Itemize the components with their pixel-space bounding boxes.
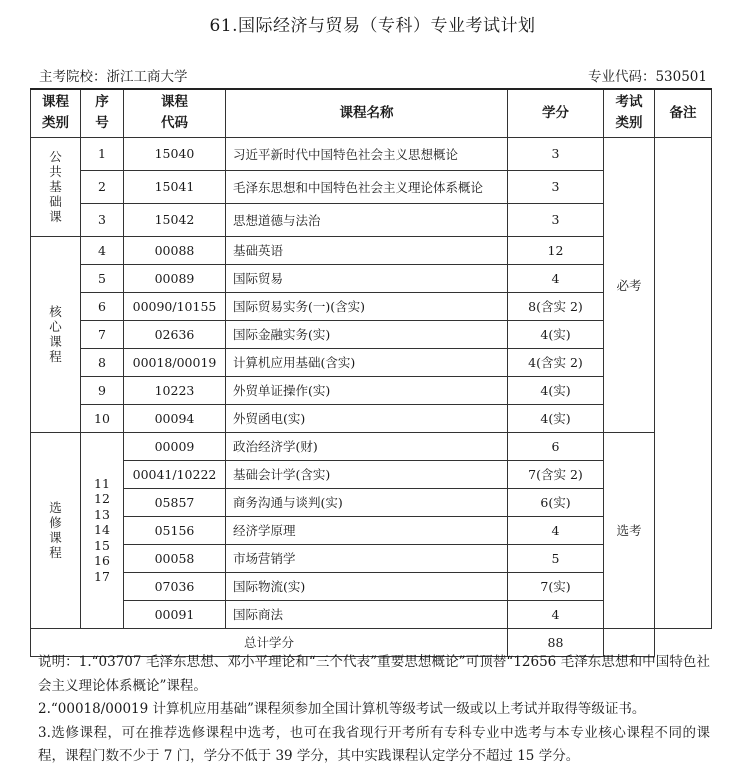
table-row (31, 137, 712, 170)
category-public: 公共基础课 (31, 137, 81, 236)
name-cell: 基础会计学(含实) (226, 460, 508, 488)
note-2: 2.“00018/00019 计算机应用基础”课程须参加全国计算机等级考试一级或以上考试并取得等级证书。 (38, 701, 646, 717)
code-cell: 00088 (124, 236, 226, 264)
page-title: 61.国际经济与贸易（专科）专业考试计划 (209, 16, 536, 36)
name-cell: 习近平新时代中国特色社会主义思想概论 (226, 137, 508, 170)
code-cell: 15041 (124, 170, 226, 203)
remark-cell (655, 137, 712, 628)
credit-cell: 4(实) (508, 320, 604, 348)
code-cell: 00041/10222 (124, 460, 226, 488)
credit-cell: 7(含实 2) (508, 460, 604, 488)
category-core: 核心课程 (31, 236, 81, 432)
code-cell: 15042 (124, 203, 226, 236)
seq-cell: 7 (81, 320, 124, 348)
credit-cell: 5 (508, 544, 604, 572)
code-cell: 10223 (124, 376, 226, 404)
seq-cell: 6 (81, 292, 124, 320)
note-3: 3.选修课程，可在推荐选修课程中选考，也可在我省现行开考所有专科专业中选考与本专业核心课程不同的课程，课程门数不少于 7 门，学分不低于 39 学分，其中实践课程认定学分不超过 15 学分。 (38, 724, 710, 764)
credit-cell: 3 (508, 170, 604, 203)
header-category: 课程类别 (31, 89, 81, 137)
elective-seq-cell (81, 432, 124, 628)
credit-cell: 4 (508, 516, 604, 544)
seq-cell: 4 (81, 236, 124, 264)
total-label: 总计学分 (31, 628, 508, 656)
credit-cell: 4(实) (508, 376, 604, 404)
code-cell: 00089 (124, 264, 226, 292)
seq-cell: 3 (81, 203, 124, 236)
name-cell: 计算机应用基础(含实) (226, 348, 508, 376)
name-cell: 毛泽东思想和中国特色社会主义理论体系概论 (226, 170, 508, 203)
credit-cell: 4(实) (508, 404, 604, 432)
credit-cell: 3 (508, 203, 604, 236)
name-cell: 国际物流(实) (226, 572, 508, 600)
header-seq: 序号 (81, 89, 124, 137)
credit-cell: 6(实) (508, 488, 604, 516)
seq-cell: 9 (81, 376, 124, 404)
name-cell: 基础英语 (226, 236, 508, 264)
code-cell: 00009 (124, 432, 226, 460)
credit-cell: 4 (508, 600, 604, 628)
code-cell: 07036 (124, 572, 226, 600)
code-cell: 15040 (124, 137, 226, 170)
name-cell: 国际商法 (226, 600, 508, 628)
credit-cell: 3 (508, 137, 604, 170)
code-cell: 00018/00019 (124, 348, 226, 376)
table-header-row (31, 89, 712, 137)
header-code: 课程代码 (124, 89, 226, 137)
credit-cell: 12 (508, 236, 604, 264)
code-cell: 00058 (124, 544, 226, 572)
elective-seq-list: 11 12 13 14 15 16 17 (94, 475, 110, 584)
institution-label: 主考院校：浙江工商大学 (39, 69, 188, 85)
seq-cell: 1 (81, 137, 124, 170)
header-credit: 学分 (508, 89, 604, 137)
code-cell: 00094 (124, 404, 226, 432)
name-cell: 市场营销学 (226, 544, 508, 572)
major-code-label: 专业代码：530501 (587, 69, 707, 85)
code-cell: 05156 (124, 516, 226, 544)
header-remark: 备注 (655, 89, 712, 137)
credit-cell: 4 (508, 264, 604, 292)
name-cell: 经济学原理 (226, 516, 508, 544)
code-cell: 05857 (124, 488, 226, 516)
credit-cell: 4(含实 2) (508, 348, 604, 376)
header-name: 课程名称 (226, 89, 508, 137)
seq-cell: 10 (81, 404, 124, 432)
credit-cell: 6 (508, 432, 604, 460)
name-cell: 国际金融实务(实) (226, 320, 508, 348)
name-cell: 外贸单证操作(实) (226, 376, 508, 404)
notes-section (38, 651, 710, 769)
name-cell: 商务沟通与谈判(实) (226, 488, 508, 516)
code-cell: 02636 (124, 320, 226, 348)
table-row (31, 432, 712, 460)
exam-plan-table (30, 88, 712, 657)
name-cell: 政治经济学(财) (226, 432, 508, 460)
name-cell: 外贸函电(实) (226, 404, 508, 432)
exam-type-elective: 选考 (604, 432, 655, 628)
note-1: 说明：1.“03707 毛泽东思想、邓小平理论和“三个代表”重要思想概论”可顶替“12656 毛泽东思想和中国特色社会主义理论体系概论”课程。 (38, 654, 710, 694)
exam-type-required: 必考 (604, 137, 655, 432)
credit-cell: 8(含实 2) (508, 292, 604, 320)
seq-cell: 5 (81, 264, 124, 292)
code-cell: 00090/10155 (124, 292, 226, 320)
code-cell: 00091 (124, 600, 226, 628)
name-cell: 国际贸易实务(一)(含实) (226, 292, 508, 320)
total-value: 88 (508, 628, 604, 656)
credit-cell: 7(实) (508, 572, 604, 600)
seq-cell: 8 (81, 348, 124, 376)
name-cell: 思想道德与法治 (226, 203, 508, 236)
category-elective: 选修课程 (31, 432, 81, 628)
seq-cell: 2 (81, 170, 124, 203)
name-cell: 国际贸易 (226, 264, 508, 292)
header-exam-type: 考试类别 (604, 89, 655, 137)
